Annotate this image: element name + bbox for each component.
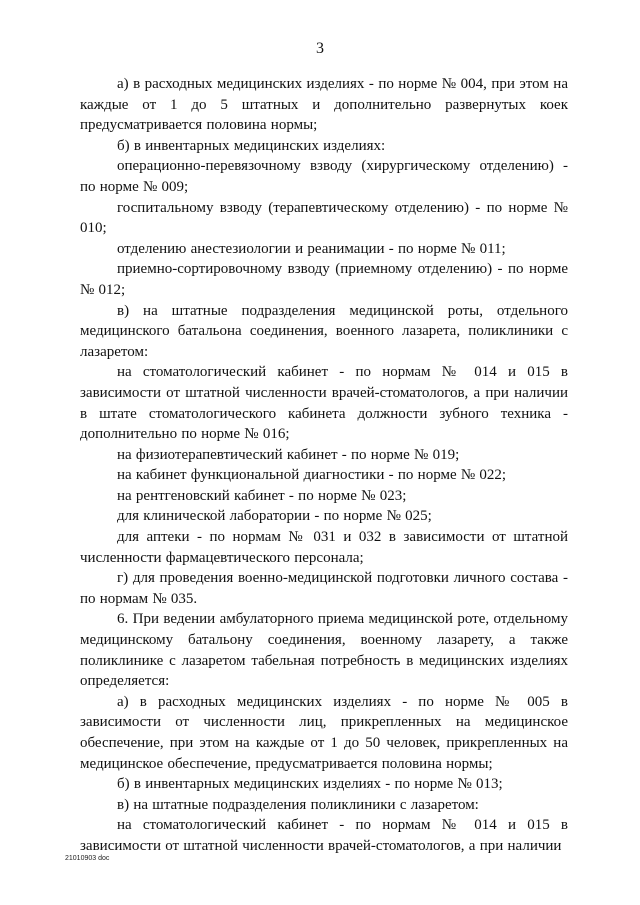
paragraph-xray-office: на рентгеновский кабинет - по норме № 023; — [117, 487, 407, 504]
paragraph-expendables-norm-004: а) в расходных медицинских изделиях - по норме № 004, при этом на каждые от 1 до 5 штатных и дополнительно развернутых коек предусматривается половина нормы; — [80, 76, 568, 134]
paragraph-pharmacy: для аптеки - по нормам № 031 и 032 в зависимости от штатной численности фармацевтического персонала; — [80, 529, 568, 566]
page-number: 3 — [316, 40, 324, 57]
paragraph-operating-dressing-platoon: операционно-перевязочному взводу (хирургическому отделению) - по норме № 009; — [80, 158, 568, 195]
paragraph-dental-office: на стоматологический кабинет - по нормам № 014 и 015 в зависимости от штатной численности врачей-стоматологов, а при наличии в штате стоматологического кабинета должности зубного техника - дополнительно по норме № 016; — [80, 364, 568, 443]
paragraph-physiotherapy-office: на физиотерапевтический кабинет - по норме № 019; — [117, 446, 460, 463]
footer-document-code: 21010903 doc — [65, 855, 110, 862]
paragraph-inventory-items-heading: б) в инвентарных медицинских изделиях: — [117, 137, 386, 154]
paragraph-staff-units-heading: в) на штатные подразделения медицинской роты, отдельного медицинского батальона соединения, военного лазарета, поликлиники с лазаретом: — [80, 302, 568, 360]
paragraph-anesthesiology-department: отделению анестезиологии и реанимации - по норме № 011; — [117, 240, 506, 257]
paragraph-outpatient-inventory: б) в инвентарных медицинских изделиях - по норме № 013; — [117, 776, 503, 793]
paragraph-section-6-outpatient: 6. При ведении амбулаторного приема медицинской роте, отдельному медицинскому батальону соединения, военному лазарету, а также поликлинике с лазаретом табельная потребность в медицинских изделиях определяется: — [80, 611, 568, 690]
paragraph-polyclinic-units-heading: в) на штатные подразделения поликлиники с лазаретом: — [117, 796, 479, 813]
paragraph-hospital-platoon: госпитальному взводу (терапевтическому отделению) - по норме № 010; — [80, 199, 568, 237]
paragraph-clinical-laboratory: для клинической лаборатории - по норме № 025; — [117, 508, 432, 525]
paragraph-functional-diagnostics-office: на кабинет функциональной диагностики - по норме № 022; — [117, 467, 507, 484]
paragraph-polyclinic-dental-office: на стоматологический кабинет - по нормам № 014 и 015 в зависимости от штатной численности врачей-стоматологов, а при наличии — [80, 817, 568, 854]
document-body — [80, 74, 568, 857]
paragraph-outpatient-expendables: а) в расходных медицинских изделиях - по норме № 005 в зависимости от численности лиц, прикрепленных на медицинское обеспечение, при этом на каждые от 1 до 50 человек, прикрепленных на медицинское обеспечение, предусматривается половина нормы; — [80, 693, 568, 772]
paragraph-military-medical-training: г) для проведения военно-медицинской подготовки личного состава - по нормам № 035. — [80, 570, 568, 607]
paragraph-admission-sorting-platoon: приемно-сортировочному взводу (приемному отделению) - по норме № 012; — [80, 261, 568, 298]
